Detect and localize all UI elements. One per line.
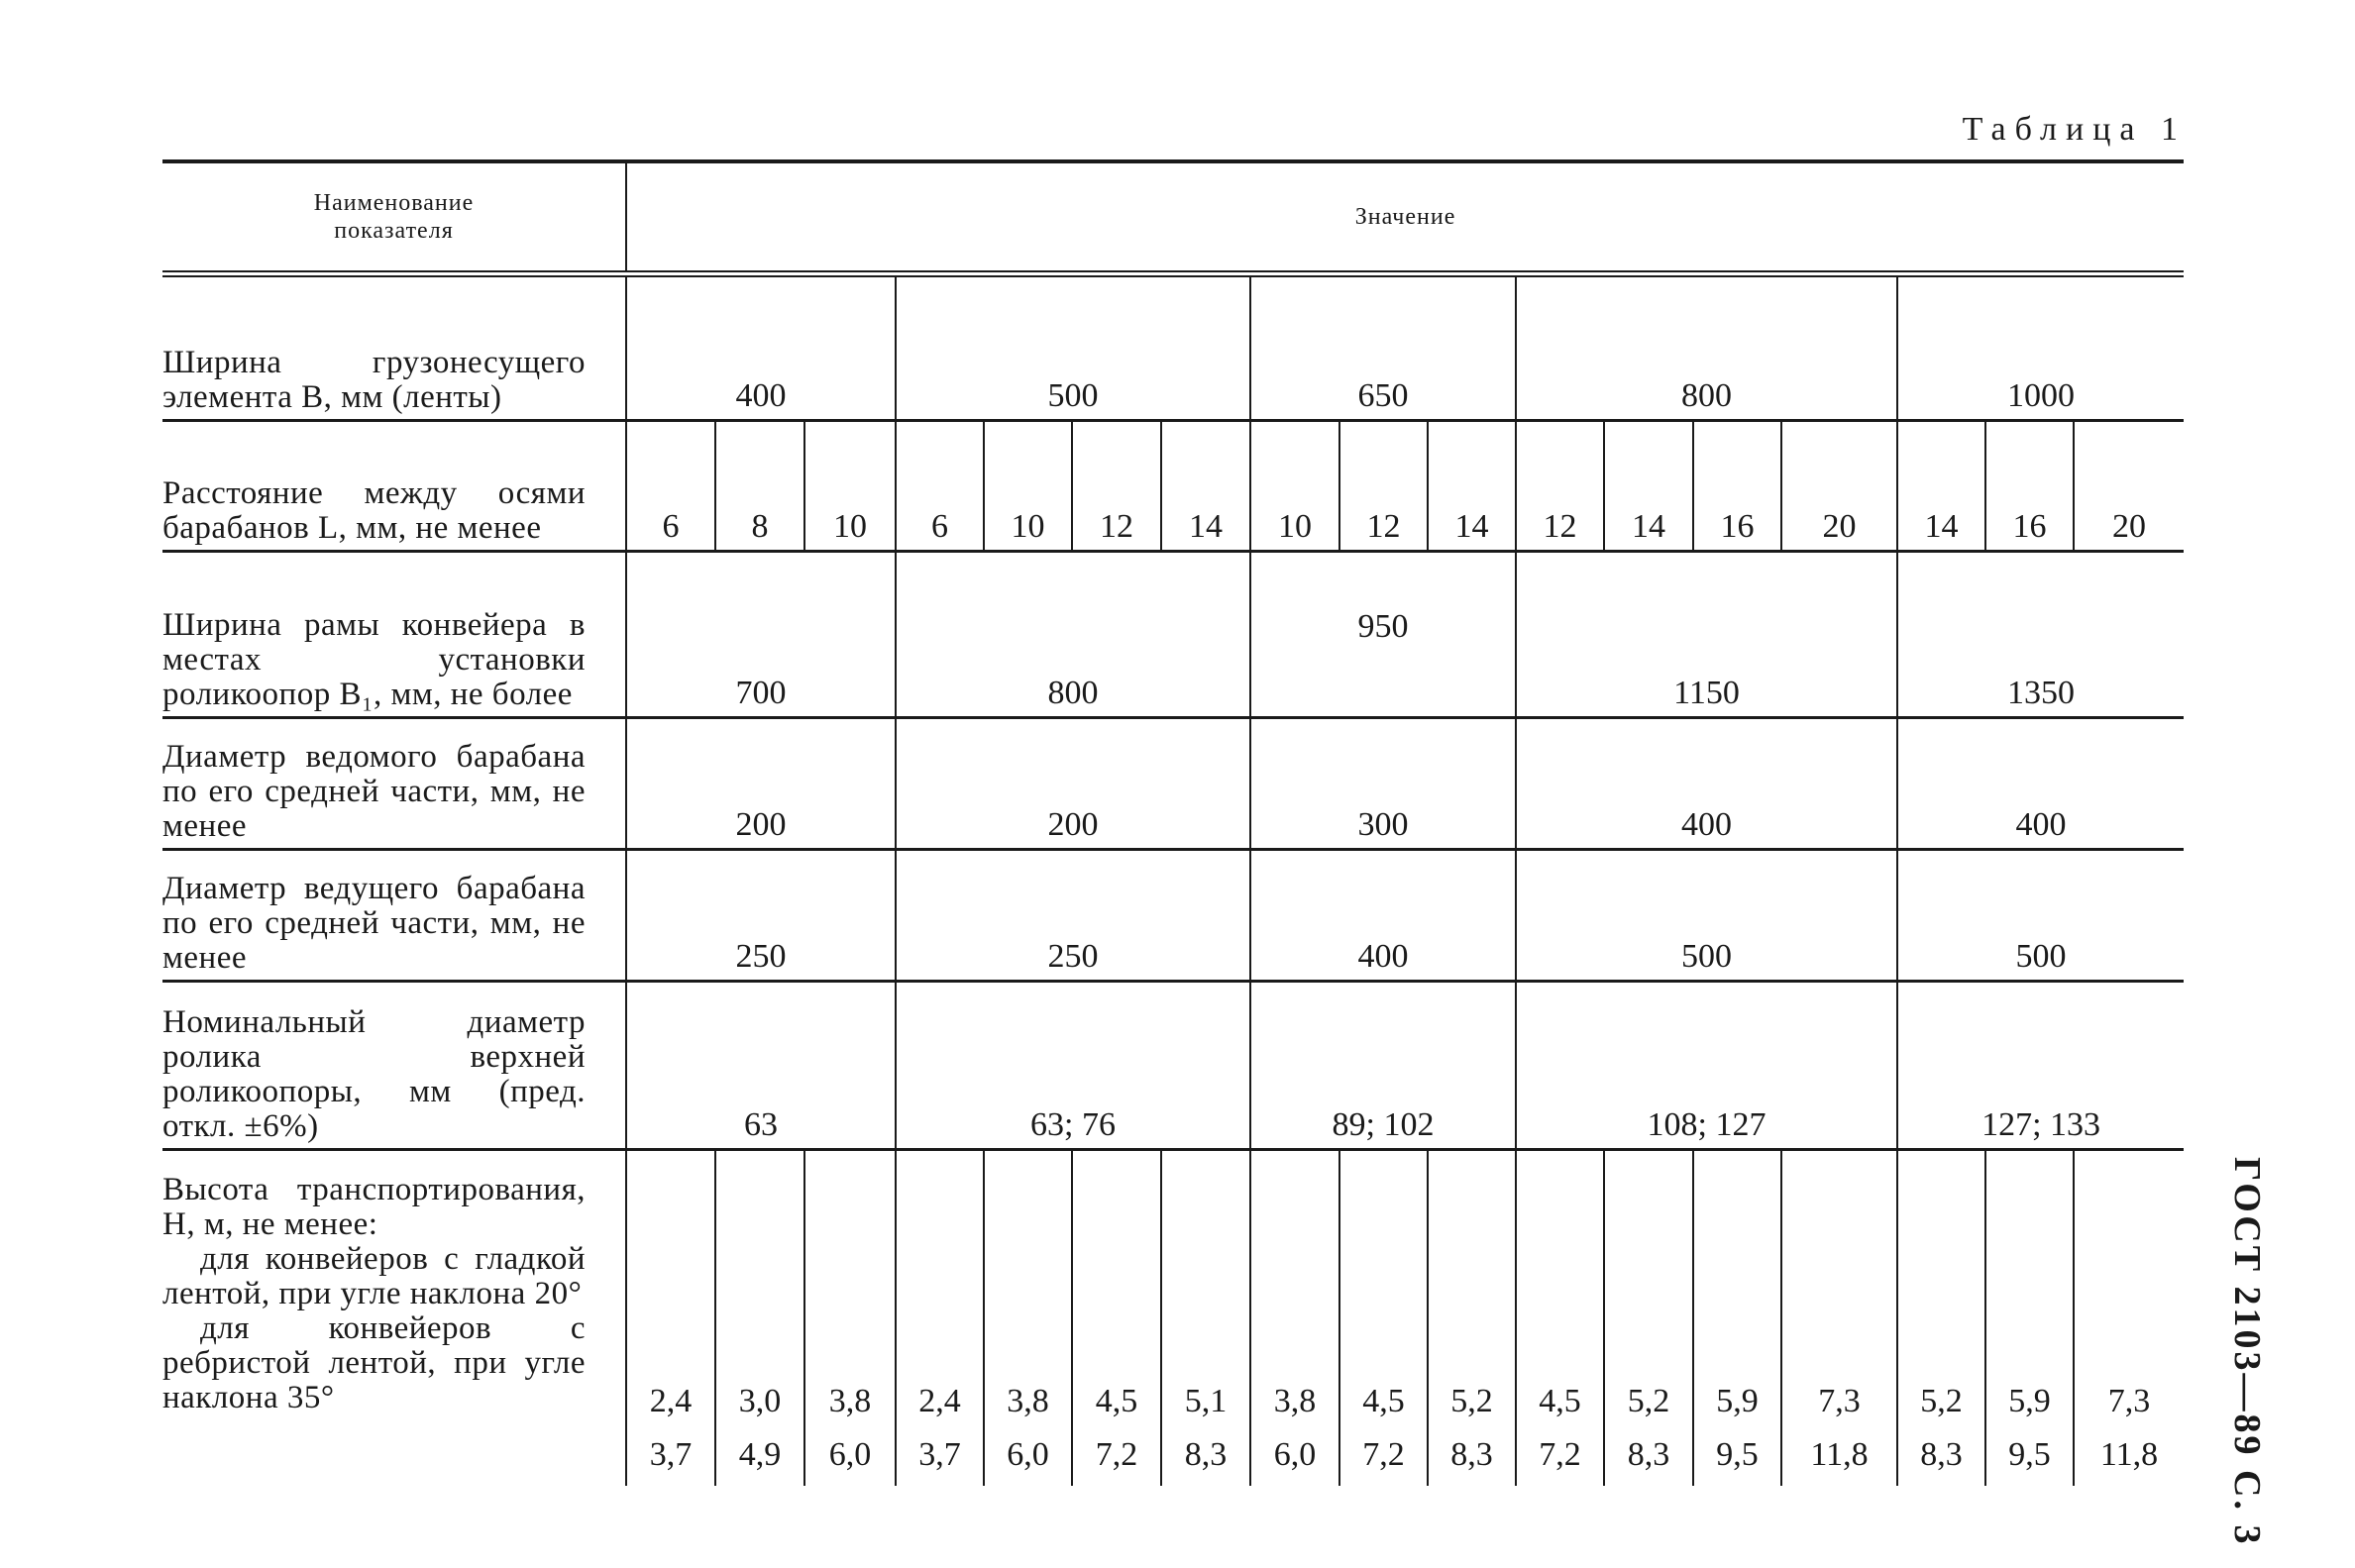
cell-height <box>1985 1149 2074 1486</box>
value-smooth: 2,4 <box>649 1383 693 1419</box>
header-row <box>162 161 2184 273</box>
cell-driven: 200 <box>896 717 1250 849</box>
cell-driving: 250 <box>896 849 1250 981</box>
value-ribbed: 11,8 <box>2099 1436 2159 1473</box>
cell-distance: 6 <box>626 420 715 551</box>
cell-width: 650 <box>1250 273 1516 420</box>
row-driven <box>162 717 2184 849</box>
cell-distance: 14 <box>1604 420 1693 551</box>
value-ribbed: 3,7 <box>649 1436 693 1473</box>
value-smooth: 4,5 <box>1362 1383 1405 1419</box>
header-name: Наименование показателя <box>162 161 626 273</box>
row-roller <box>162 981 2184 1149</box>
cell-driven: 400 <box>1516 717 1897 849</box>
cell-height <box>1072 1149 1161 1486</box>
value-smooth: 5,9 <box>1716 1383 1759 1419</box>
value-ribbed: 8,3 <box>1184 1436 1228 1473</box>
cell-height <box>1161 1149 1250 1486</box>
label-distance: Расстояние между осями барабанов L, мм, не менее <box>162 420 626 551</box>
row-height <box>162 1149 2184 1486</box>
row-distance <box>162 420 2184 551</box>
row-width <box>162 273 2184 420</box>
cell-distance: 8 <box>715 420 804 551</box>
label-height-title: Высота транспортирования, H, м, не менее: <box>162 1171 586 1242</box>
cell-frame: 700 <box>626 551 896 717</box>
value-smooth: 5,2 <box>1450 1383 1493 1419</box>
value-ribbed: 4,9 <box>738 1436 782 1473</box>
value-ribbed: 9,5 <box>2008 1436 2051 1473</box>
value-smooth: 3,8 <box>1007 1383 1049 1419</box>
cell-roller: 63; 76 <box>896 981 1250 1149</box>
cell-roller: 108; 127 <box>1516 981 1897 1149</box>
cell-distance: 10 <box>1250 420 1339 551</box>
value-ribbed: 8,3 <box>1920 1436 1963 1473</box>
cell-frame: 1150 <box>1516 551 1897 717</box>
cell-height <box>804 1149 896 1486</box>
cell-height <box>896 1149 984 1486</box>
cell-height <box>984 1149 1072 1486</box>
value-ribbed: 7,2 <box>1539 1436 1581 1473</box>
spec-table <box>162 159 2184 1486</box>
cell-roller: 63 <box>626 981 896 1149</box>
document-code: ГОСТ 2103—89 С. 3 <box>2226 1157 2268 1547</box>
cell-driven: 300 <box>1250 717 1516 849</box>
value-smooth: 4,5 <box>1095 1383 1138 1419</box>
cell-distance: 20 <box>2074 420 2184 551</box>
cell-driving: 500 <box>1516 849 1897 981</box>
label-driving: Диаметр ведущего барабана по его средней части, мм, не менее <box>162 849 626 981</box>
cell-height <box>1250 1149 1339 1486</box>
cell-driving: 500 <box>1897 849 2184 981</box>
cell-distance: 10 <box>804 420 896 551</box>
cell-distance: 14 <box>1428 420 1516 551</box>
cell-driven: 200 <box>626 717 896 849</box>
label-height-smooth: для конвейеров с гладкой лентой, при угле наклона 20° <box>162 1240 586 1311</box>
value-ribbed: 3,7 <box>918 1436 961 1473</box>
cell-height <box>1781 1149 1897 1486</box>
cell-distance: 12 <box>1339 420 1428 551</box>
cell-width: 800 <box>1516 273 1897 420</box>
cell-height <box>715 1149 804 1486</box>
cell-frame: 950 <box>1250 551 1516 717</box>
cell-width: 1000 <box>1897 273 2184 420</box>
value-ribbed: 6,0 <box>1273 1436 1317 1473</box>
value-ribbed: 8,3 <box>1450 1436 1493 1473</box>
value-smooth: 3,8 <box>1273 1383 1317 1419</box>
cell-distance: 16 <box>1985 420 2074 551</box>
cell-driving: 250 <box>626 849 896 981</box>
cell-width: 400 <box>626 273 896 420</box>
row-driving <box>162 849 2184 981</box>
cell-driven: 400 <box>1897 717 2184 849</box>
value-ribbed: 7,2 <box>1362 1436 1405 1473</box>
cell-height <box>2074 1149 2184 1486</box>
cell-height <box>1428 1149 1516 1486</box>
cell-distance: 16 <box>1693 420 1781 551</box>
value-smooth: 2,4 <box>918 1383 961 1419</box>
value-ribbed: 8,3 <box>1627 1436 1670 1473</box>
cell-frame: 1350 <box>1897 551 2184 717</box>
value-smooth: 7,3 <box>2107 1383 2151 1419</box>
cell-height <box>1339 1149 1428 1486</box>
cell-height <box>1516 1149 1604 1486</box>
cell-height <box>1897 1149 1985 1486</box>
cell-width: 500 <box>896 273 1250 420</box>
value-smooth: 4,5 <box>1539 1383 1581 1419</box>
table-caption: Таблица 1 <box>1962 111 2187 148</box>
value-smooth: 5,2 <box>1920 1383 1963 1419</box>
cell-roller: 89; 102 <box>1250 981 1516 1149</box>
value-ribbed: 9,5 <box>1716 1436 1759 1473</box>
value-ribbed: 6,0 <box>828 1436 872 1473</box>
value-ribbed: 7,2 <box>1095 1436 1138 1473</box>
cell-distance: 14 <box>1897 420 1985 551</box>
row-frame <box>162 551 2184 717</box>
cell-distance: 12 <box>1516 420 1604 551</box>
label-width: Ширина грузонесущего элемента B, мм (ленты) <box>162 273 626 420</box>
value-smooth: 5,1 <box>1184 1383 1228 1419</box>
cell-roller: 127; 133 <box>1897 981 2184 1149</box>
cell-distance: 10 <box>984 420 1072 551</box>
cell-height <box>1604 1149 1693 1486</box>
label-height <box>162 1149 626 1486</box>
cell-driving: 400 <box>1250 849 1516 981</box>
cell-distance: 12 <box>1072 420 1161 551</box>
label-height-ribbed: для конвейеров с ребристой лентой, при угле наклона 35° <box>162 1309 586 1415</box>
value-smooth: 3,0 <box>738 1383 782 1419</box>
value-smooth: 5,9 <box>2008 1383 2051 1419</box>
value-ribbed: 6,0 <box>1007 1436 1049 1473</box>
value-smooth: 5,2 <box>1627 1383 1670 1419</box>
value-ribbed: 11,8 <box>1810 1436 1869 1473</box>
label-frame: Ширина рамы конвейера в местах установки роликоопор B₁, мм, не более <box>162 551 626 717</box>
label-driven: Диаметр ведомого барабана по его средней части, мм, не менее <box>162 717 626 849</box>
header-value: Значение <box>626 161 2184 273</box>
cell-distance: 20 <box>1781 420 1897 551</box>
cell-height <box>1693 1149 1781 1486</box>
cell-distance: 14 <box>1161 420 1250 551</box>
value-smooth: 3,8 <box>828 1383 872 1419</box>
cell-distance: 6 <box>896 420 984 551</box>
label-roller: Номинальный диаметр ролика верхней роликоопоры, мм (пред. откл. ±6%) <box>162 981 626 1149</box>
value-smooth: 7,3 <box>1818 1383 1861 1419</box>
cell-frame: 800 <box>896 551 1250 717</box>
cell-height <box>626 1149 715 1486</box>
